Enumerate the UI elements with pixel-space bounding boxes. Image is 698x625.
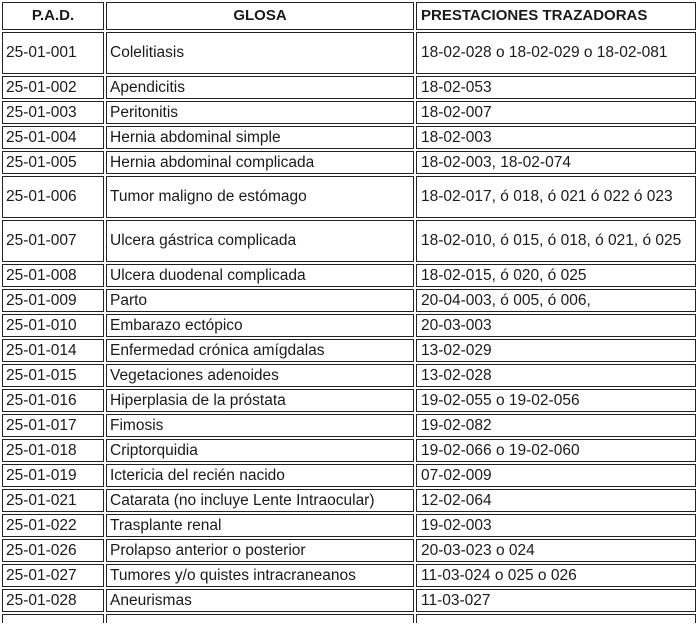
cell-glosa: Tumor maligno de estómago [106,176,414,218]
table-row [2,151,696,174]
cell-glosa: Hiperplasia de la próstata [106,389,414,412]
cell-pad: 25-01-009 [2,289,104,312]
prestaciones-table-container [2,2,696,623]
cell-prestaciones: 18-02-003, 18-02-074 [416,151,696,174]
cell-glosa: Vegetaciones adenoides [106,364,414,387]
cell-pad: 25-01-021 [2,489,104,512]
header-glosa: GLOSA [106,2,414,30]
table-row [2,464,696,487]
cell-pad: 25-01-022 [2,514,104,537]
cell-pad: 25-01-019 [2,464,104,487]
cell-prestaciones: 19-02-055 o 19-02-056 [416,389,696,412]
cell-pad: 25-01-002 [2,76,104,99]
header-pad: P.A.D. [2,2,104,30]
cell-prestaciones: 20-03-023 o 024 [416,539,696,562]
cell-glosa: Apendicitis [106,76,414,99]
cell-prestaciones: 18-02-007 [416,101,696,124]
cell-glosa: Prolapso anterior o posterior [106,539,414,562]
cell-pad: 25-01-027 [2,564,104,587]
cell-glosa: Enfermedad crónica amígdalas [106,339,414,362]
table-row [2,176,696,218]
cell-pad: 25-01-006 [2,176,104,218]
cell-glosa: Ictericia del recién nacido [106,464,414,487]
cell-glosa: Aneurismas [106,589,414,612]
table-row [2,76,696,99]
cell-pad: 25-01-017 [2,414,104,437]
table-row [2,564,696,587]
cell-prestaciones: 18-02-015, ó 020, ó 025 [416,264,696,287]
cell-pad: 25-01-016 [2,389,104,412]
cell-glosa: Criptorquidia [106,439,414,462]
cell-empty [2,614,104,623]
cell-glosa: Hernia abdominal complicada [106,151,414,174]
table-row [2,364,696,387]
cell-pad: 25-01-001 [2,32,104,74]
table-row [2,489,696,512]
cell-pad: 25-01-018 [2,439,104,462]
cell-pad: 25-01-028 [2,589,104,612]
table-row [2,101,696,124]
table-row-partial [2,614,696,623]
cell-prestaciones: 18-02-017, ó 018, ó 021 ó 022 ó 023 [416,176,696,218]
cell-pad: 25-01-010 [2,314,104,337]
cell-prestaciones: 18-02-010, ó 015, ó 018, ó 021, ó 025 [416,220,696,262]
cell-glosa: Colelitiasis [106,32,414,74]
table-row [2,314,696,337]
cell-glosa: Ulcera duodenal complicada [106,264,414,287]
cell-prestaciones: 20-03-003 [416,314,696,337]
cell-prestaciones: 12-02-064 [416,489,696,512]
cell-prestaciones: 11-03-024 o 025 o 026 [416,564,696,587]
header-prestaciones: PRESTACIONES TRAZADORAS [416,2,696,30]
cell-prestaciones: 11-03-027 [416,589,696,612]
header-row [2,2,696,30]
cell-glosa: Peritonitis [106,101,414,124]
cell-pad: 25-01-008 [2,264,104,287]
cell-prestaciones: 19-02-003 [416,514,696,537]
table-row [2,220,696,262]
table-row [2,539,696,562]
cell-prestaciones: 13-02-028 [416,364,696,387]
table-row [2,264,696,287]
table-row [2,126,696,149]
cell-glosa: Parto [106,289,414,312]
table-row [2,414,696,437]
cell-glosa: Ulcera gástrica complicada [106,220,414,262]
table-row [2,339,696,362]
cell-prestaciones: 18-02-003 [416,126,696,149]
cell-glosa: Embarazo ectópico [106,314,414,337]
cell-pad: 25-01-026 [2,539,104,562]
cell-glosa: Catarata (no incluye Lente Intraocular) [106,489,414,512]
cell-pad: 25-01-015 [2,364,104,387]
table-row [2,32,696,74]
cell-pad: 25-01-005 [2,151,104,174]
cell-prestaciones: 18-02-028 o 18-02-029 o 18-02-081 [416,32,696,74]
cell-pad: 25-01-003 [2,101,104,124]
cell-glosa: Trasplante renal [106,514,414,537]
cell-prestaciones: 18-02-053 [416,76,696,99]
cell-prestaciones: 13-02-029 [416,339,696,362]
cell-glosa: Fimosis [106,414,414,437]
table-row [2,439,696,462]
cell-pad: 25-01-014 [2,339,104,362]
table-row [2,389,696,412]
cell-prestaciones: 19-02-066 o 19-02-060 [416,439,696,462]
cell-pad: 25-01-004 [2,126,104,149]
table-row [2,289,696,312]
cell-prestaciones: 20-04-003, ó 005, ó 006, [416,289,696,312]
cell-glosa: Tumores y/o quistes intracraneanos [106,564,414,587]
cell-prestaciones: 07-02-009 [416,464,696,487]
cell-pad: 25-01-007 [2,220,104,262]
cell-empty [106,614,414,623]
table-row [2,514,696,537]
table-row [2,589,696,612]
cell-prestaciones: 19-02-082 [416,414,696,437]
cell-empty [416,614,696,623]
table-body [2,32,696,623]
cell-glosa: Hernia abdominal simple [106,126,414,149]
